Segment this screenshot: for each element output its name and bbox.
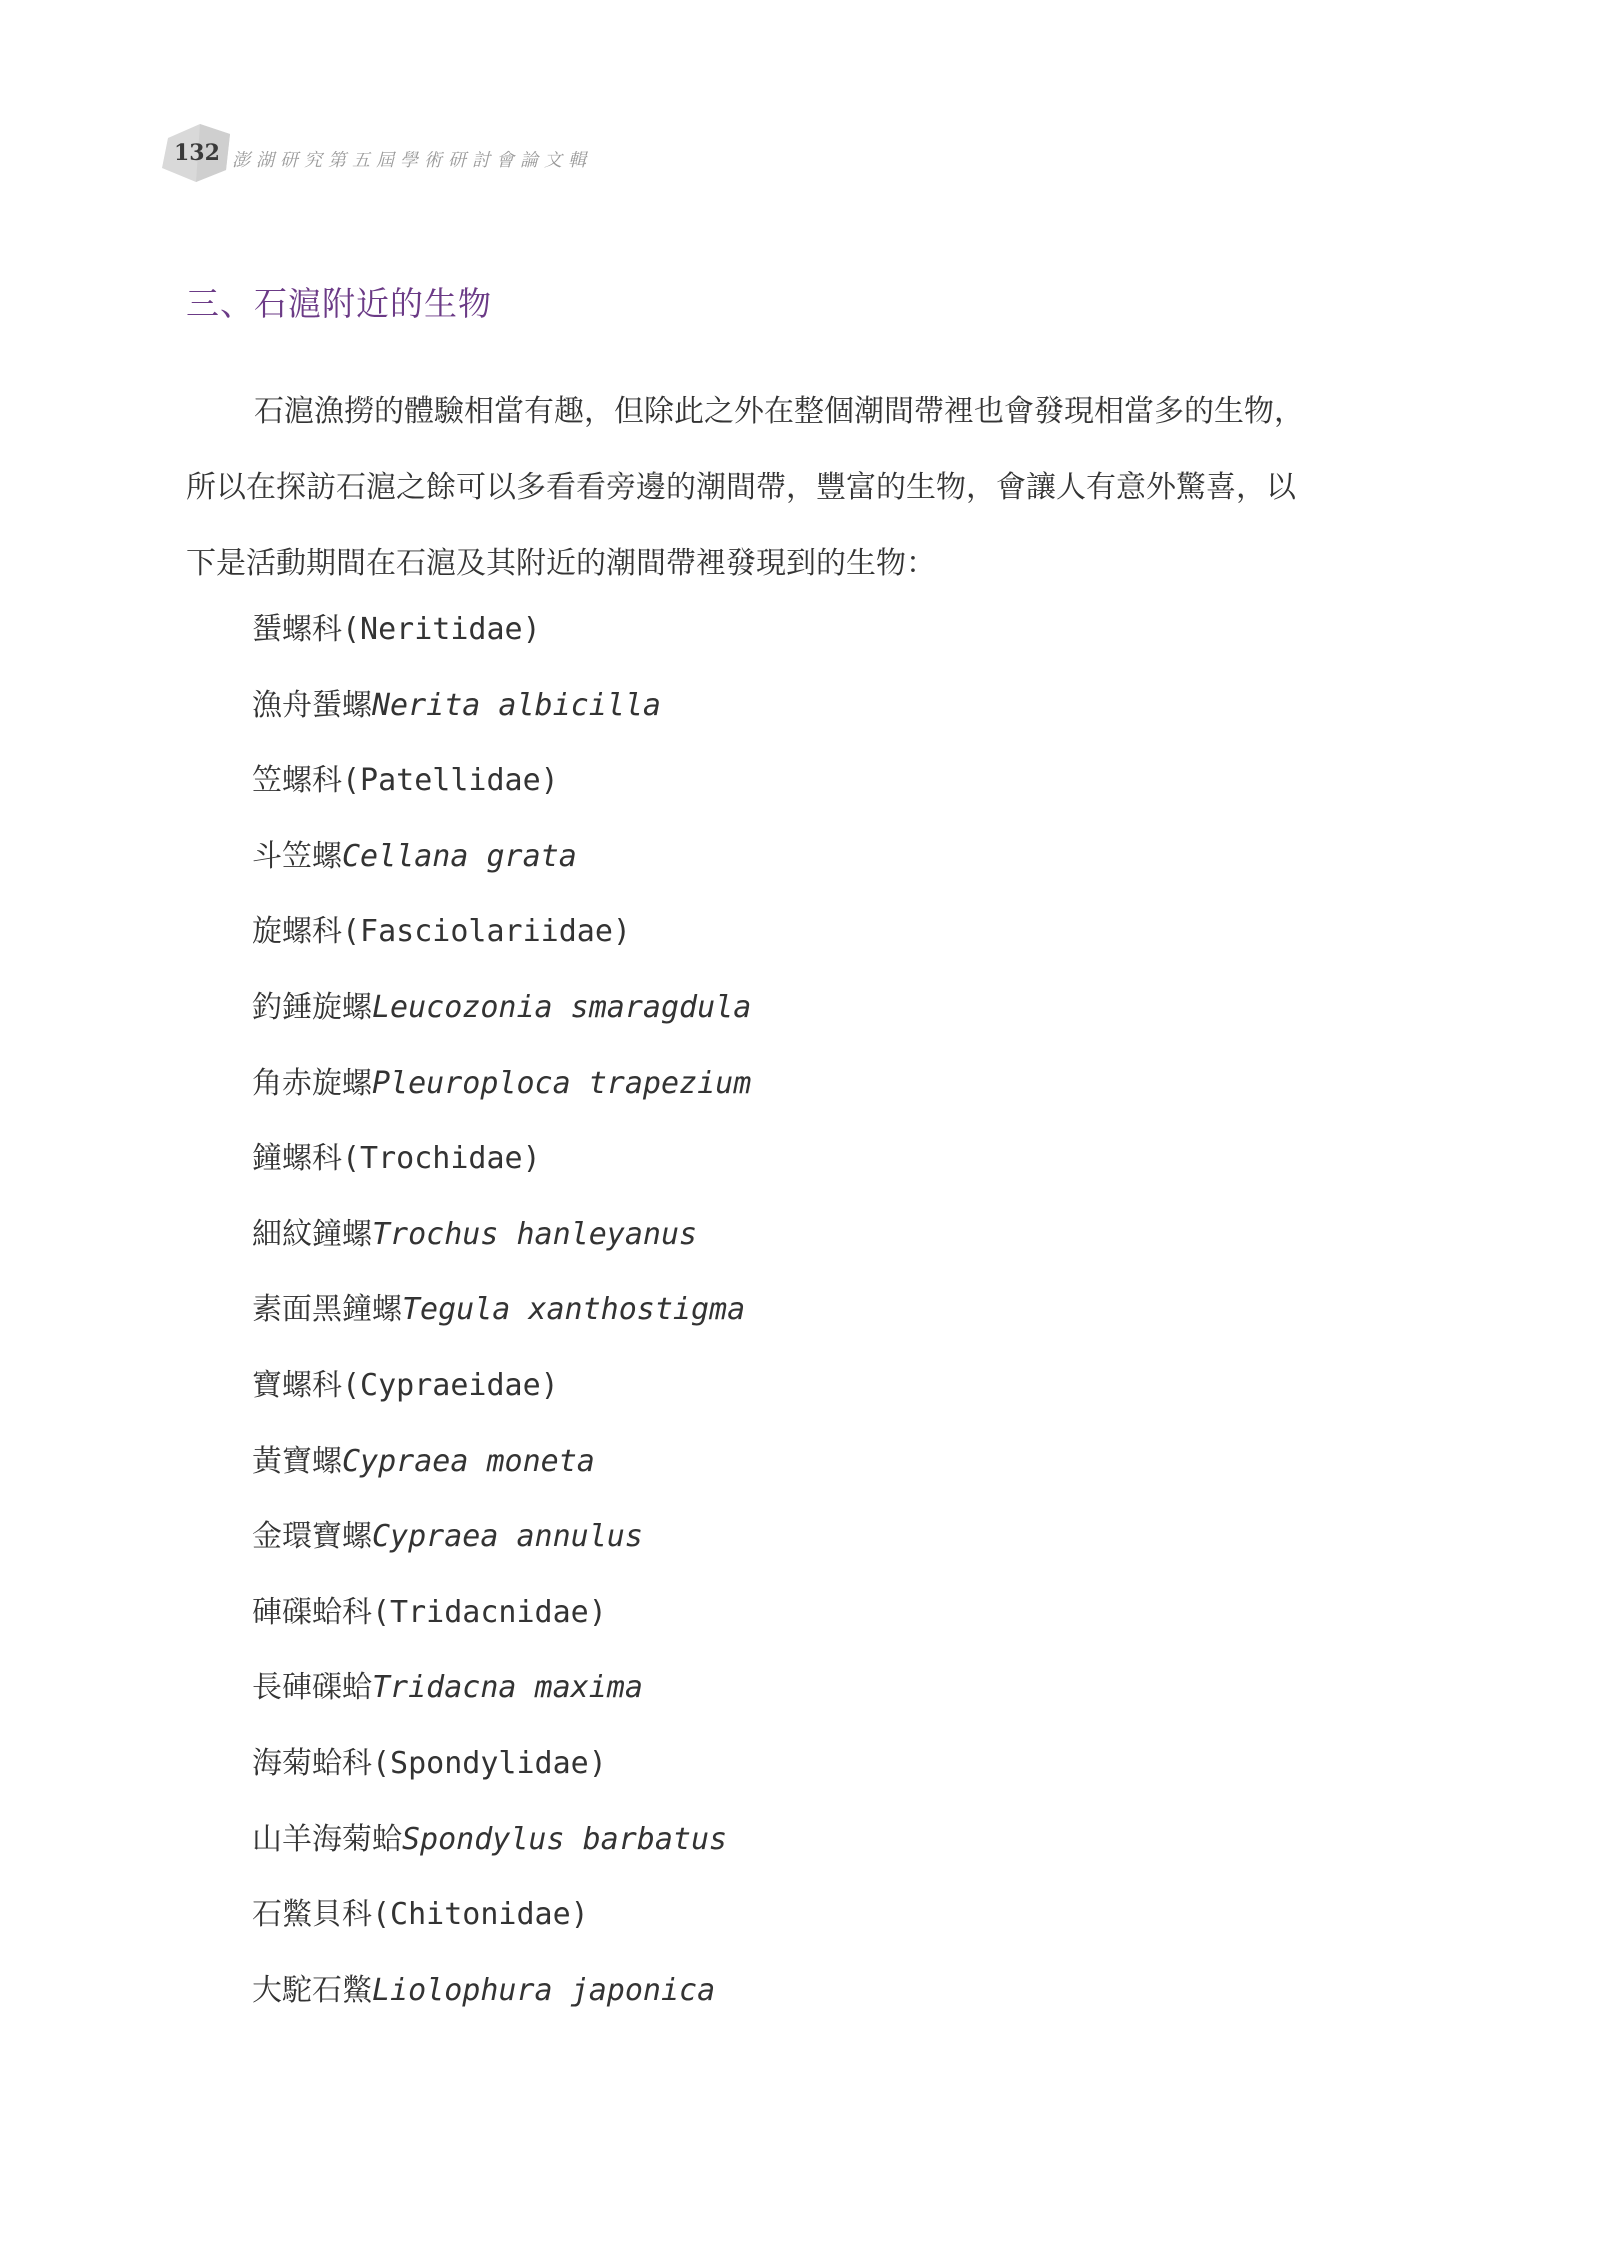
chinese-name: 蜑螺科 <box>252 612 342 647</box>
page-number: 132 <box>174 140 220 166</box>
chinese-name: 角赤旋螺 <box>252 1065 372 1101</box>
scientific-name: Pleuroploca trapezium <box>372 1065 752 1101</box>
species-item <box>252 1272 751 1348</box>
scientific-name: Tridacna maxima <box>372 1670 643 1706</box>
family-latin-name: (Tridacnidae) <box>372 1594 607 1630</box>
family-item <box>252 1726 751 1802</box>
chinese-name: 笠螺科 <box>252 763 342 799</box>
family-item <box>252 743 751 819</box>
species-item <box>252 668 751 744</box>
chinese-name: 黃寶螺 <box>252 1443 342 1479</box>
scientific-name: Tegula xanthostigma <box>402 1292 746 1328</box>
scientific-name: Cellana grata <box>342 838 577 874</box>
scientific-name: Trochus hanleyanus <box>372 1216 698 1252</box>
body-paragraph <box>186 374 1416 602</box>
family-item <box>252 1575 751 1651</box>
paragraph-line: 下是活動期間在石滬及其附近的潮間帶裡發現到的生物： <box>186 546 936 581</box>
family-item <box>252 1877 751 1953</box>
chinese-name: 海菊蛤科 <box>252 1745 372 1781</box>
chinese-name: 硨磲蛤科 <box>252 1594 372 1630</box>
chinese-name: 釣錘旋螺 <box>252 989 372 1025</box>
species-list <box>252 592 751 2028</box>
chinese-name: 大駝石鱉 <box>252 1972 372 2008</box>
family-latin-name: (Cypraeidae) <box>342 1367 559 1403</box>
family-latin-name: (Neritidae) <box>342 612 541 647</box>
chinese-name: 斗笠螺 <box>252 838 342 874</box>
scientific-name: Spondylus barbatus <box>402 1821 728 1857</box>
chinese-name: 寶螺科 <box>252 1367 342 1403</box>
chinese-name: 鐘螺科 <box>252 1141 342 1177</box>
family-latin-name: (Chitonidae) <box>372 1897 589 1933</box>
species-item <box>252 1953 751 2029</box>
chinese-name: 旋螺科 <box>252 914 342 950</box>
family-item <box>252 1348 751 1424</box>
species-item <box>252 819 751 895</box>
family-latin-name: (Trochidae) <box>342 1141 541 1177</box>
scientific-name: Liolophura japonica <box>372 1972 716 2008</box>
family-latin-name: (Spondylidae) <box>372 1745 607 1781</box>
paragraph-line: 石滬漁撈的體驗相當有趣，但除此之外在整個潮間帶裡也會發現相當多的生物， <box>254 394 1304 429</box>
chinese-name: 長硨磲蛤 <box>252 1670 372 1706</box>
page-header <box>160 124 760 184</box>
scientific-name: Leucozonia smaragdula <box>372 989 752 1025</box>
running-title: 澎湖研究第五屆學術研討會論文輯 <box>232 150 592 171</box>
scientific-name: Cypraea annulus <box>372 1519 643 1555</box>
chinese-name: 素面黑鐘螺 <box>252 1292 402 1328</box>
family-item <box>252 592 751 668</box>
family-item <box>252 894 751 970</box>
family-item <box>252 1121 751 1197</box>
species-item <box>252 1424 751 1500</box>
family-latin-name: (Fasciolariidae) <box>342 914 631 950</box>
chinese-name: 石鱉貝科 <box>252 1897 372 1933</box>
chinese-name: 金環寶螺 <box>252 1519 372 1555</box>
chinese-name: 漁舟蜑螺 <box>252 687 372 723</box>
species-item <box>252 1046 751 1122</box>
species-item <box>252 1650 751 1726</box>
species-item <box>252 970 751 1046</box>
scientific-name: Cypraea moneta <box>342 1443 595 1479</box>
chinese-name: 山羊海菊蛤 <box>252 1821 402 1857</box>
section-heading: 三、石滬附近的生物 <box>186 284 492 323</box>
chinese-name: 細紋鐘螺 <box>252 1216 372 1252</box>
scientific-name: Nerita albicilla <box>372 687 661 723</box>
species-item <box>252 1499 751 1575</box>
paragraph-line: 所以在探訪石滬之餘可以多看看旁邊的潮間帶，豐富的生物，會讓人有意外驚喜，以 <box>186 470 1296 505</box>
species-item <box>252 1197 751 1273</box>
family-latin-name: (Patellidae) <box>342 763 559 799</box>
page-number-badge <box>160 124 232 182</box>
species-item <box>252 1802 751 1878</box>
